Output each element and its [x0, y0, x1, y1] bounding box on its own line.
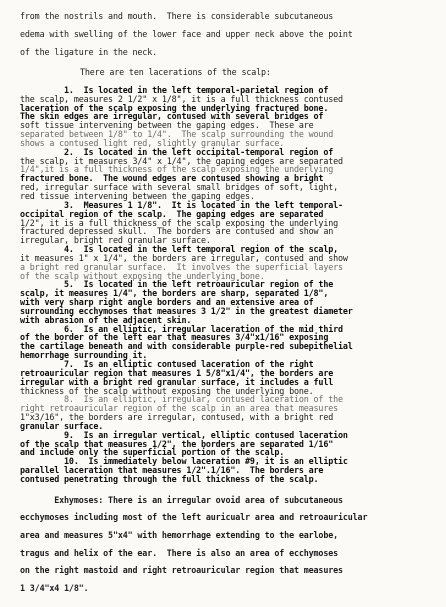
laceration-text-line: separated between 1/8" to 1/4". The scalp surrounding the wound: [20, 129, 334, 140]
laceration-text-line: of the border of the left ear that measures 3/4"x1/16" exposing: [20, 332, 329, 343]
laceration-text-line: 9. Is an irregular vertical, elliptic contused laceration: [20, 429, 348, 440]
laceration-text-line: retroauricular region that measures 1 5/8"x1/4", the borders are: [20, 367, 334, 378]
laceration-text-line: fractured depressed skull. The borders are contused and show an: [20, 226, 334, 237]
laceration-text-line: 6. Is an elliptic, irregular laceration of the mid third: [20, 323, 343, 334]
laceration-text-line: a bright red granular surface. It involves the superficial layers: [20, 261, 343, 272]
laceration-text-line: and include only the superficial portion of the scalp.: [20, 447, 285, 458]
laceration-text-line: shows a contused light red, slightly granular surface.: [20, 137, 285, 148]
laceration-text-line: 3. Measures 1 1/8". It is located in the left temporal-: [20, 199, 343, 210]
exhymoses-text-line: on the right mastoid and right retroauricular region that measures: [20, 565, 343, 576]
text-line: edema with swelling of the lower face and upper neck above the point: [20, 29, 353, 39]
laceration-text-line: 1/4",it is a full thickness of the scalp exposing the underlying: [20, 164, 334, 175]
laceration-text-line: granular surface.: [20, 420, 104, 431]
laceration-text-line: the scalp, it measures 3/4" x 1/4", the gaping edges are separated: [20, 155, 343, 166]
laceration-text-line: 7. Is an elliptic contused laceration of the right: [20, 359, 314, 369]
exhymoses-text-line: ecchymoses including most of the left auricualr area and retroauricular: [20, 512, 368, 523]
laceration-text-line: 5. Is located in the left retroauricular region of the: [20, 279, 334, 290]
laceration-text-line: red, irregular surface with several small bridges of soft, light,: [20, 182, 338, 193]
laceration-text-line: the cartilage beneath and with considerable purple-red subepithelial: [20, 341, 353, 352]
laceration-text-line: thickness of the scalp without exposing the underlying bone.: [20, 385, 314, 396]
laceration-text-line: laceration of the scalp exposing the underlying fractured bone.: [20, 102, 329, 113]
laceration-text-line: of the scalp without exposing the underlying bone.: [20, 270, 265, 281]
laceration-text-line: red tissue intervening between the gaping edges.: [20, 190, 255, 201]
exhymoses-paragraph: [20, 492, 432, 598]
laceration-text-line: 1"x3/16", the borders are irregular, contused, with a bright red: [20, 412, 334, 423]
exhymoses-text-line: 1 3/4"x4 1/8".: [20, 582, 89, 593]
laceration-text-line: surrounding ecchymoses that measures 3 1/2" in the greatest diameter: [20, 305, 353, 316]
exhymoses-text-line: tragus and helix of the ear. There is also an area of ecchymoses: [20, 547, 338, 558]
laceration-text-line: 1. Is located in the left temporal-parietal region of: [20, 84, 329, 95]
laceration-text-line: fractured bone. The wound edges are contused showing a bright: [20, 173, 324, 184]
laceration-text-line: The skin edges are irregular, contused with several bridges of: [20, 111, 324, 122]
exhymoses-text-line: Exhymoses: There is an irregular ovoid area of subcutaneous: [20, 494, 343, 505]
laceration-text-line: 2. Is located in the left occipital-temporal region of: [20, 146, 334, 157]
laceration-text-line: 8. Is an elliptic, irregular, contused laceration of the: [20, 394, 343, 405]
text-line: of the ligature in the neck.: [20, 47, 157, 57]
laceration-text-line: occipital region of the scalp. The gaping edges are separated: [20, 208, 324, 219]
laceration-text-line: 10. Is immediately below laceration #9, it is an elliptic: [20, 456, 348, 467]
laceration-text-line: with very sharp right angle borders and an extensive area of: [20, 297, 314, 308]
laceration-text-line: irregular, bright red granular surface.: [20, 235, 211, 246]
text-line: from the nostrils and mouth. There is considerable subcutaneous: [20, 11, 334, 21]
laceration-text-line: scalp, it measures 1/4", the borders are sharp, separated 1/8",: [20, 288, 329, 299]
section-heading: There are ten lacerations of the scalp:: [80, 67, 271, 77]
laceration-text-line: right retroauricular region of the scalp in an area that measures: [20, 403, 338, 414]
lacerations-list: [20, 86, 432, 484]
laceration-text-line: contused penetrating through the full thickness of the scalp.: [20, 473, 319, 484]
laceration-text-line: with abrasion of the adjacent skin.: [20, 314, 192, 325]
laceration-text-line: soft tissue intervening between the gaping edges. These are: [20, 120, 314, 131]
laceration-text-line: it measures 1" x 1/4", the borders are irregular, contused and show: [20, 252, 348, 263]
laceration-text-line: parallel laceration that measures 1/2".1/16". The borders are: [20, 465, 324, 476]
laceration-text-line: of the scalp that measures 1/2", the borders are separated 1/16": [20, 438, 334, 449]
exhymoses-text-line: area and measures 5"x4" with hemorrhage extending to the earlobe,: [20, 530, 338, 540]
laceration-text-line: the scalp, measures 2 1/2" x 1/8", it is a full thickness contused: [20, 93, 343, 104]
laceration-text-line: irregular with a bright red granular surface, it includes a full: [20, 376, 334, 387]
laceration-text-line: hemorrhage surrounding it.: [20, 350, 148, 361]
laceration-text-line: 4. Is located in the left temporal region of the scalp,: [20, 244, 338, 255]
laceration-text-line: 1/2", it is a full thickness of the scalp exposing the underlying: [20, 217, 338, 228]
intro-paragraph: [20, 7, 432, 61]
